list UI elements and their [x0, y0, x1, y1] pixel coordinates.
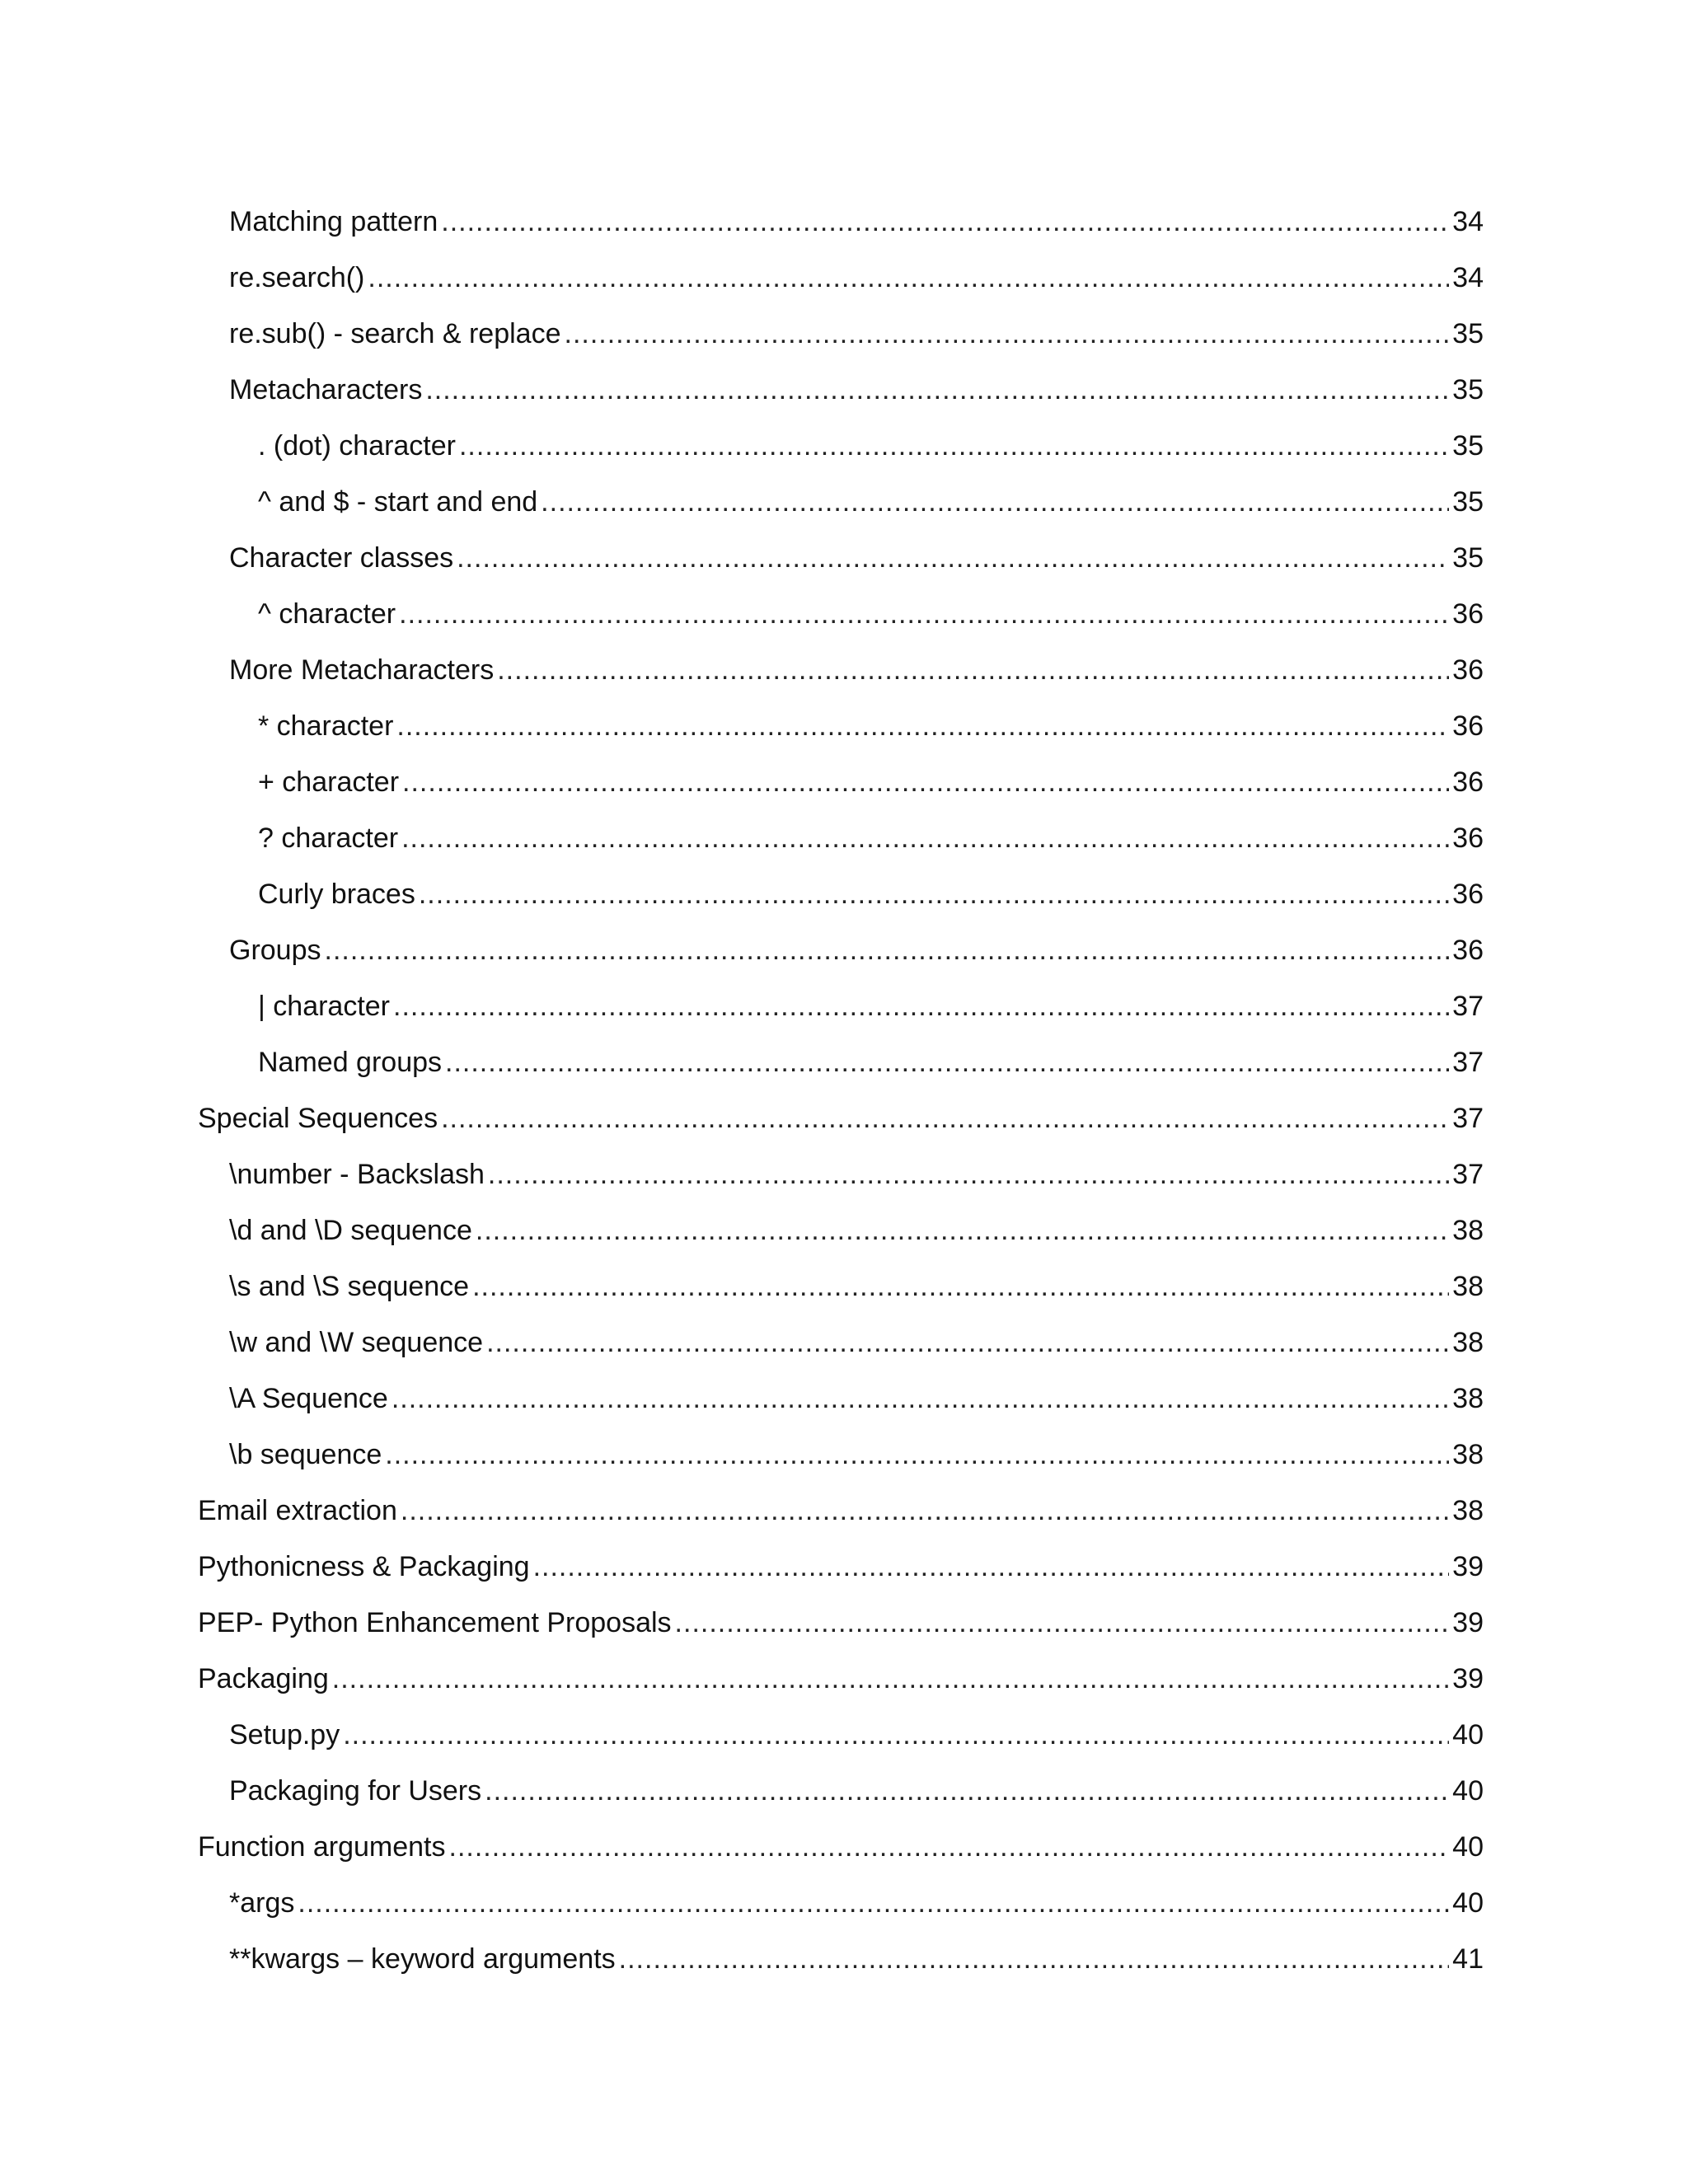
toc-entry-title: Function arguments [198, 1831, 446, 1863]
toc-entry-title: \b sequence [229, 1439, 382, 1470]
toc-dot-leader [459, 418, 1449, 474]
toc-entry-title: Named groups [258, 1047, 443, 1078]
toc-entry-page-number: 35 [1452, 374, 1484, 405]
toc-entry-title: ^ character [258, 598, 396, 630]
toc-entry-title: \A Sequence [229, 1383, 388, 1414]
toc-dot-leader [298, 1875, 1449, 1931]
toc-entry-page-number: 36 [1452, 598, 1484, 630]
toc-entry-page-number: 35 [1452, 318, 1484, 349]
toc-dot-leader [486, 1315, 1449, 1371]
toc-entry-title: Packaging for Users [229, 1775, 482, 1807]
toc-entry[interactable] [198, 306, 1484, 362]
toc-entry-title: PEP- Python Enhancement Proposals [198, 1607, 672, 1638]
toc-dot-leader [368, 250, 1449, 306]
toc-entry-page-number: 39 [1452, 1663, 1484, 1694]
toc-entry[interactable] [198, 698, 1484, 754]
toc-entry-title: | character [258, 991, 391, 1022]
toc-entry-page-number: 38 [1452, 1383, 1484, 1414]
toc-entry-page-number: 35 [1452, 430, 1484, 462]
toc-entry[interactable] [198, 1931, 1484, 1987]
toc-dot-leader [425, 362, 1449, 418]
toc-entry-title: \s and \S sequence [229, 1271, 470, 1302]
toc-dot-leader [396, 698, 1449, 754]
toc-entry[interactable] [198, 1539, 1484, 1595]
toc-entry[interactable] [198, 474, 1484, 530]
toc-dot-leader [402, 754, 1449, 810]
toc-dot-leader [392, 1371, 1449, 1427]
toc-entry[interactable] [198, 530, 1484, 586]
toc-entry[interactable] [198, 810, 1484, 866]
toc-entry[interactable] [198, 362, 1484, 418]
toc-entry[interactable] [198, 1315, 1484, 1371]
toc-entry-title: **kwargs – keyword arguments [229, 1943, 616, 1975]
toc-entry-title: Groups [229, 935, 321, 966]
toc-entry-title: + character [258, 766, 400, 798]
toc-dot-leader [675, 1595, 1450, 1651]
toc-dot-leader [332, 1651, 1449, 1707]
toc-entry-page-number: 39 [1452, 1607, 1484, 1638]
toc-dot-leader [385, 1427, 1449, 1483]
toc-dot-leader [419, 866, 1449, 922]
toc-dot-leader [488, 1146, 1449, 1202]
toc-entry-page-number: 37 [1452, 991, 1484, 1022]
toc-entry-title: . (dot) character [258, 430, 456, 462]
toc-entry[interactable] [198, 250, 1484, 306]
toc-entry-page-number: 36 [1452, 766, 1484, 798]
toc-entry-page-number: 35 [1452, 542, 1484, 574]
toc-entry-title: Metacharacters [229, 374, 423, 405]
toc-entry-page-number: 41 [1452, 1943, 1484, 1975]
toc-entry-page-number: 34 [1452, 262, 1484, 293]
toc-entry[interactable] [198, 1707, 1484, 1763]
toc-entry[interactable] [198, 1483, 1484, 1539]
toc-entry[interactable] [198, 1763, 1484, 1819]
toc-entry-title: Matching pattern [229, 206, 438, 237]
toc-dot-leader [401, 810, 1449, 866]
toc-dot-leader [457, 530, 1449, 586]
toc-entry-page-number: 38 [1452, 1439, 1484, 1470]
toc-entry-title: \number - Backslash [229, 1159, 485, 1190]
toc-entry[interactable] [198, 1427, 1484, 1483]
toc-entry[interactable] [198, 922, 1484, 978]
toc-dot-leader [619, 1931, 1450, 1987]
toc-entry[interactable] [198, 1034, 1484, 1090]
toc-entry-page-number: 37 [1452, 1159, 1484, 1190]
toc-entry-page-number: 38 [1452, 1495, 1484, 1526]
table-of-contents [198, 194, 1484, 1987]
toc-entry[interactable] [198, 1090, 1484, 1146]
toc-entry-title: ? character [258, 823, 399, 854]
toc-entry[interactable] [198, 1819, 1484, 1875]
toc-dot-leader [497, 642, 1449, 698]
toc-entry-title: More Metacharacters [229, 654, 495, 686]
toc-entry-page-number: 38 [1452, 1327, 1484, 1358]
toc-entry-title: Setup.py [229, 1719, 340, 1750]
toc-entry[interactable] [198, 418, 1484, 474]
toc-entry-page-number: 40 [1452, 1831, 1484, 1863]
toc-dot-leader [393, 978, 1449, 1034]
toc-entry-page-number: 40 [1452, 1775, 1484, 1807]
toc-entry[interactable] [198, 1371, 1484, 1427]
toc-entry-page-number: 36 [1452, 654, 1484, 686]
toc-dot-leader [476, 1202, 1449, 1258]
toc-dot-leader [399, 586, 1449, 642]
toc-entry-title: re.sub() - search & replace [229, 318, 561, 349]
toc-entry-page-number: 40 [1452, 1887, 1484, 1919]
toc-entry[interactable] [198, 1651, 1484, 1707]
toc-entry[interactable] [198, 866, 1484, 922]
toc-entry-title: ^ and $ - start and end [258, 486, 538, 518]
toc-entry-title: re.search() [229, 262, 365, 293]
toc-entry-page-number: 40 [1452, 1719, 1484, 1750]
toc-dot-leader [485, 1763, 1449, 1819]
toc-entry-page-number: 36 [1452, 823, 1484, 854]
toc-dot-leader [541, 474, 1449, 530]
toc-entry-page-number: 38 [1452, 1271, 1484, 1302]
toc-entry[interactable] [198, 1202, 1484, 1258]
toc-entry-page-number: 36 [1452, 710, 1484, 742]
toc-entry-page-number: 35 [1452, 486, 1484, 518]
toc-entry-page-number: 36 [1452, 935, 1484, 966]
toc-entry-page-number: 37 [1452, 1103, 1484, 1134]
toc-entry-title: Curly braces [258, 879, 415, 910]
toc-entry[interactable] [198, 1595, 1484, 1651]
toc-entry-title: * character [258, 710, 394, 742]
toc-entry-title: \d and \D sequence [229, 1215, 472, 1246]
toc-entry-title: Packaging [198, 1663, 329, 1694]
toc-dot-leader [441, 194, 1449, 250]
toc-dot-leader [533, 1539, 1450, 1595]
toc-entry-title: *args [229, 1887, 295, 1919]
toc-entry[interactable] [198, 1146, 1484, 1202]
toc-entry[interactable] [198, 978, 1484, 1034]
toc-entry-title: Email extraction [198, 1495, 397, 1526]
toc-entry[interactable] [198, 754, 1484, 810]
toc-entry-page-number: 39 [1452, 1551, 1484, 1582]
toc-dot-leader [441, 1090, 1449, 1146]
toc-entry-title: Pythonicness & Packaging [198, 1551, 530, 1582]
toc-entry[interactable] [198, 586, 1484, 642]
toc-entry[interactable] [198, 1258, 1484, 1315]
toc-entry[interactable] [198, 642, 1484, 698]
toc-entry-title: Special Sequences [198, 1103, 438, 1134]
toc-entry-page-number: 36 [1452, 879, 1484, 910]
toc-entry-title: Character classes [229, 542, 454, 574]
toc-entry-title: \w and \W sequence [229, 1327, 484, 1358]
toc-dot-leader [325, 922, 1450, 978]
toc-dot-leader [565, 306, 1450, 362]
toc-entry-page-number: 37 [1452, 1047, 1484, 1078]
toc-dot-leader [472, 1258, 1449, 1315]
toc-entry-page-number: 34 [1452, 206, 1484, 237]
toc-dot-leader [401, 1483, 1449, 1539]
toc-dot-leader [449, 1819, 1450, 1875]
toc-dot-leader [343, 1707, 1449, 1763]
toc-entry-page-number: 38 [1452, 1215, 1484, 1246]
toc-entry[interactable] [198, 1875, 1484, 1931]
toc-dot-leader [445, 1034, 1449, 1090]
toc-entry[interactable] [198, 194, 1484, 250]
